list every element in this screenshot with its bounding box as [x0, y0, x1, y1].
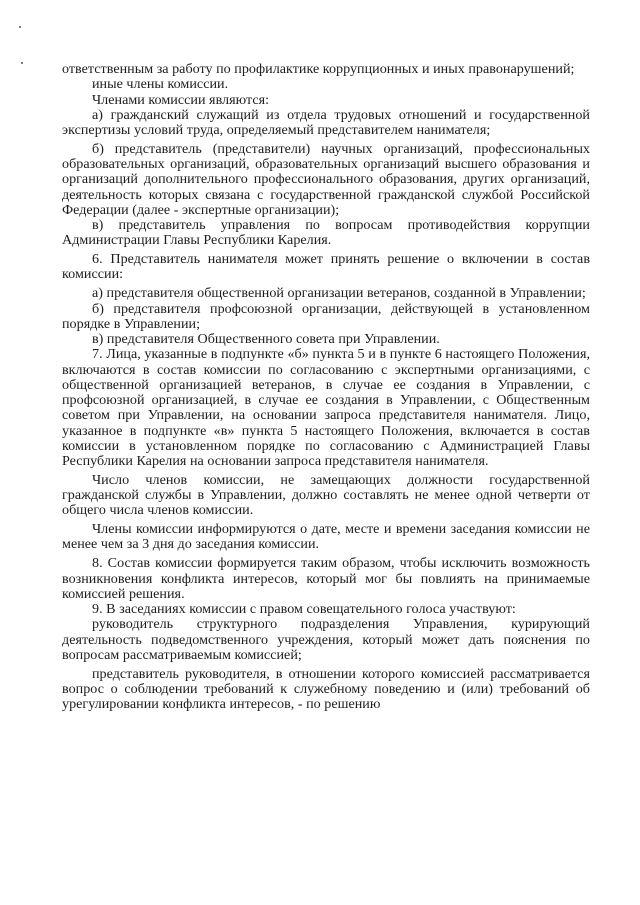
paragraph: иные члены комиссии. — [92, 76, 229, 93]
paragraph: б) представителя профсоюзной организации, действующей в установленном порядке в Управлении; — [62, 300, 590, 332]
paragraph: 7. Лица, указанные в подпункте «б» пункта 5 и в пункте 6 настоящего Положения, включаются в состав комиссии по согласованию с экспертными организациями, с общественной организацией ветеранов, в случае ее создания в Управлении, с профсоюзной организацией, в случае ее создания в Управлении, с Общественным советом при Управлении, на основании запроса представителя нанимателя. Лицо, указанное в подпункте «в» пункта 5 настоящего Положения, включается в состав комиссии в установленном порядке по согласованию с Администрацией Главы Республики Карелия на основании запроса представителя нанимателя. — [62, 346, 590, 470]
scan-speck — [21, 62, 23, 64]
paragraph: Члены комиссии информируются о дате, месте и времени заседания комиссии не менее чем за 3 дня до заседания комиссии. — [62, 521, 590, 553]
paragraph: 8. Состав комиссии формируется таким образом, чтобы исключить возможность возникновения конфликта интересов, который мог бы повлиять на принимаемые комиссией решения. — [62, 555, 590, 602]
paragraph: 6. Представитель нанимателя может принять решение о включении в состав комиссии: — [62, 251, 590, 283]
paragraph: Членами комиссии являются: — [92, 91, 270, 108]
paragraph: представитель руководителя, в отношении которого комиссией рассматривается вопрос о соблюдении требований к служебному поведению и (или) требований об урегулировании конфликта интересов, - по решению — [62, 665, 590, 713]
paragraph: 9. В заседаниях комиссии с правом совещательного голоса участвуют: — [92, 601, 516, 618]
paragraph: Число членов комиссии, не замещающих должности государственной гражданской службы в Управлении, должно составлять не менее одной четверти от общего числа членов комиссии. — [62, 471, 590, 519]
paragraph: ответственным за работу по профилактике коррупционных и иных правонарушений; — [62, 61, 575, 77]
paragraph: б) представитель (представители) научных организаций, профессиональных образовательных организаций, образовательных организаций высшего образования и организаций дополнительного профессионального образования, других организаций, деятельность которых связана с государственной гражданской службой Российской Федерации (далее - экспертные организации); — [62, 140, 590, 218]
paragraph: в) представитель управления по вопросам противодействия коррупции Администрации Главы Республики Карелия. — [62, 217, 590, 249]
paragraph: в) представителя Общественного совета при Управлении. — [92, 331, 440, 348]
paragraph: руководитель структурного подразделения Управления, курирующий деятельность подведомственного учреждения, который может дать пояснения по вопросам рассматриваемым комиссией; — [62, 616, 590, 663]
paragraph: а) представителя общественной организации ветеранов, созданной в Управлении; — [92, 285, 586, 302]
paragraph: а) гражданский служащий из отдела трудовых отношений и государственной экспертизы условий труда, определяемый представителем нанимателя; — [62, 106, 590, 138]
document-page — [62, 62, 590, 712]
scan-speck — [19, 26, 21, 28]
